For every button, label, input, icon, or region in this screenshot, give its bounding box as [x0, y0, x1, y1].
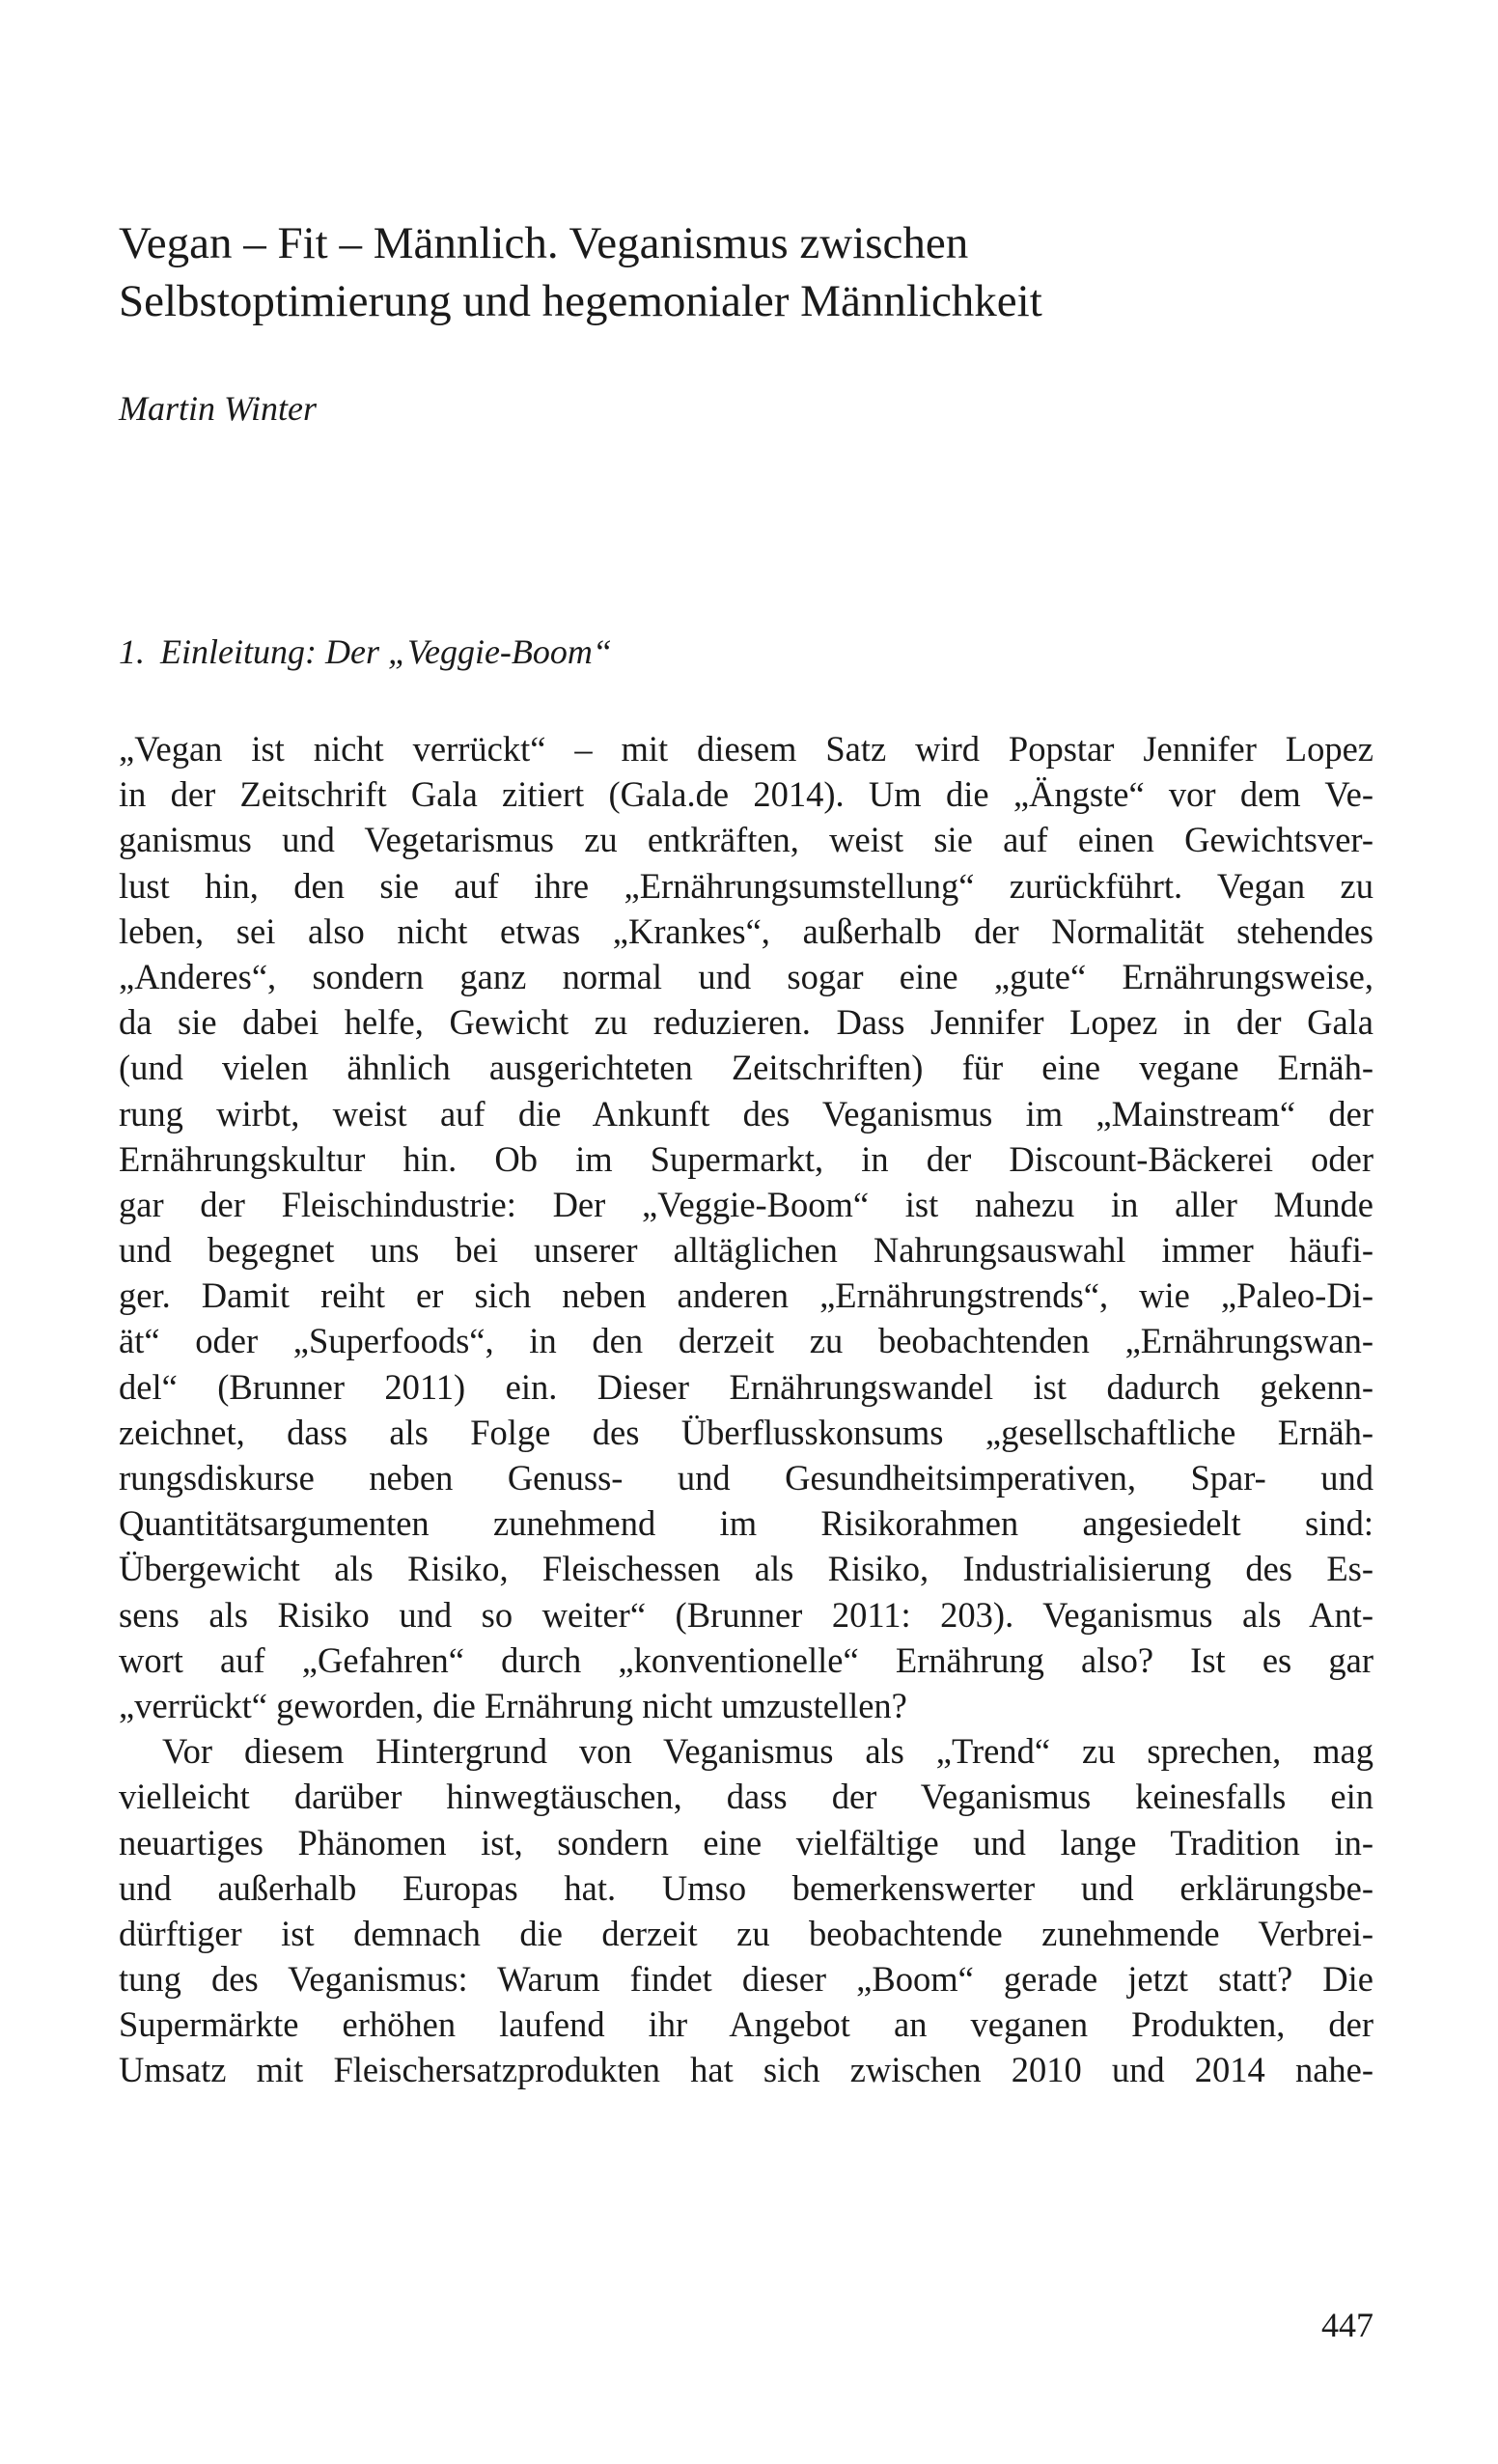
- text-line: rung wirbt, weist auf die Ankunft des Veganismus im „Mainstream“ der: [119, 1093, 1373, 1134]
- text-line: da sie dabei helfe, Gewicht zu reduzieren. Dass Jennifer Lopez in der Gala: [119, 1002, 1373, 1043]
- text-line: vielleicht darüber hinwegtäuschen, dass der Veganismus keinesfalls ein: [119, 1777, 1373, 1817]
- text-line: und außerhalb Europas hat. Umso bemerkenswerter und erklärungsbe-: [119, 1867, 1373, 1908]
- author-name: Martin Winter: [119, 389, 317, 428]
- text-line: tung des Veganismus: Warum findet dieser „Boom“ gerade jetzt statt? Die: [119, 1959, 1373, 2000]
- text-line: „verrückt“ geworden, die Ernährung nicht umzustellen?: [119, 1685, 907, 1725]
- text-line: rungsdiskurse neben Genuss- und Gesundheitsimperativen, Spar- und: [119, 1458, 1373, 1498]
- text-line: lust hin, den sie auf ihre „Ernährungsumstellung“ zurückführt. Vegan zu: [119, 865, 1373, 906]
- chapter-title: [119, 214, 1373, 330]
- text-line: Vor diesem Hintergrund von Veganismus als „Trend“ zu sprechen, mag: [162, 1731, 1373, 1772]
- text-line: in der Zeitschrift Gala zitiert (Gala.de 2014). Um die „Ängste“ vor dem Ve-: [119, 774, 1373, 815]
- text-line: leben, sei also nicht etwas „Krankes“, außerhalb der Normalität stehendes: [119, 910, 1373, 951]
- text-line: Übergewicht als Risiko, Fleischessen als Risiko, Industrialisierung des Es-: [119, 1549, 1373, 1589]
- book-page: [119, 0, 1373, 2464]
- section-title: Einleitung: Der „Veggie-Boom“: [160, 632, 612, 671]
- paragraph-1: [119, 726, 1373, 1728]
- text-line: ganismus und Vegetarismus zu entkräften, weist sie auf einen Gewichtsver-: [119, 820, 1373, 860]
- section-heading: [119, 628, 612, 676]
- text-line: „Vegan ist nicht verrückt“ – mit diesem Satz wird Popstar Jennifer Lopez: [119, 729, 1373, 769]
- text-line: „Anderes“, sondern ganz normal und sogar eine „gute“ Ernährungsweise,: [119, 956, 1373, 996]
- text-line: ät“ oder „Superfoods“, in den derzeit zu beobachtenden „Ernährungswan-: [119, 1321, 1373, 1361]
- text-line: und begegnet uns bei unserer alltäglichen Nahrungsauswahl immer häufi-: [119, 1230, 1373, 1271]
- text-line: (und vielen ähnlich ausgerichteten Zeitschriften) für eine vegane Ernäh-: [119, 1048, 1373, 1088]
- chapter-title-line: Selbstoptimierung und hegemonialer Männlichkeit: [119, 276, 1042, 326]
- chapter-title-line: Vegan – Fit – Männlich. Veganismus zwischen: [119, 218, 969, 268]
- text-line: zeichnet, dass als Folge des Überflusskonsums „gesellschaftliche Ernäh-: [119, 1412, 1373, 1452]
- text-line: ger. Damit reiht er sich neben anderen „Ernährungstrends“, wie „Paleo-Di-: [119, 1275, 1373, 1316]
- text-line: sens als Risiko und so weiter“ (Brunner 2011: 203). Veganismus als Ant-: [119, 1594, 1373, 1635]
- text-line: Ernährungskultur hin. Ob im Supermarkt, in der Discount-Bäckerei oder: [119, 1138, 1373, 1179]
- body-text: [119, 726, 1373, 2093]
- text-line: Supermärkte erhöhen laufend ihr Angebot an veganen Produkten, der: [119, 2004, 1373, 2045]
- text-line: Umsatz mit Fleischersatzprodukten hat sich zwischen 2010 und 2014 nahe-: [119, 2050, 1373, 2090]
- text-line: wort auf „Gefahren“ durch „konventionelle“ Ernährung also? Ist es gar: [119, 1639, 1373, 1680]
- paragraph-2: [119, 1728, 1373, 2093]
- text-line: gar der Fleischindustrie: Der „Veggie-Boom“ ist nahezu in aller Munde: [119, 1184, 1373, 1224]
- text-line: Quantitätsargumenten zunehmend im Risikorahmen angesiedelt sind:: [119, 1503, 1373, 1544]
- page-number: 447: [1321, 2306, 1373, 2344]
- text-line: dürftiger ist demnach die derzeit zu beobachtende zunehmende Verbrei-: [119, 1913, 1373, 1953]
- text-line: del“ (Brunner 2011) ein. Dieser Ernährungswandel ist dadurch gekenn-: [119, 1366, 1373, 1407]
- section-number: 1.: [119, 632, 145, 671]
- text-line: neuartiges Phänomen ist, sondern eine vielfältige und lange Tradition in-: [119, 1822, 1373, 1862]
